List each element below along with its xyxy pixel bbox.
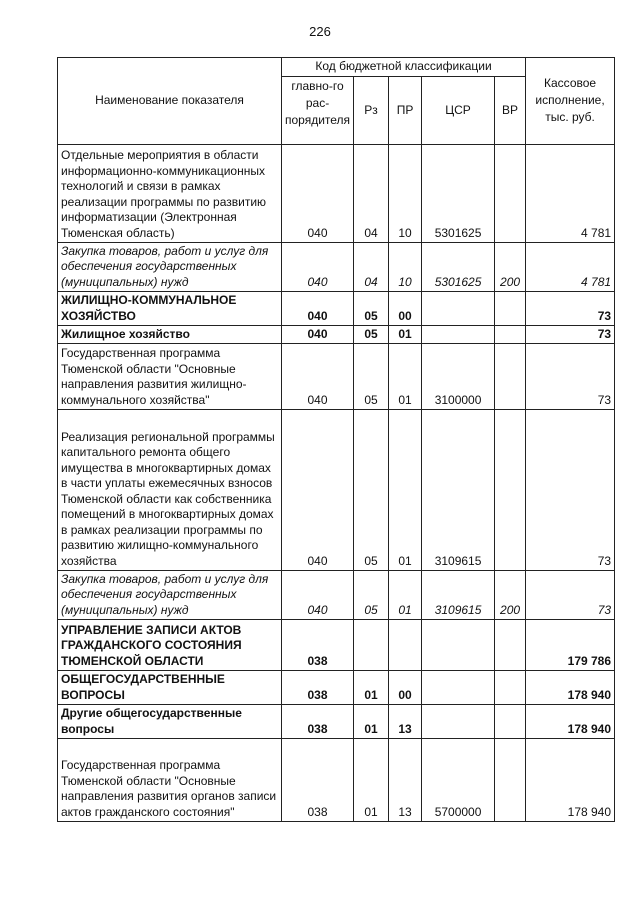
row-amount: 73 xyxy=(526,571,615,620)
row-amount: 178 940 xyxy=(526,705,615,739)
row-name: УПРАВЛЕНИЕ ЗАПИСИ АКТОВ ГРАЖДАНСКОГО СОСТОЯНИЯ ТЮМЕНСКОЙ ОБЛАСТИ xyxy=(58,620,282,671)
row-rz: 04 xyxy=(354,243,389,292)
row-name: Другие общегосударственные вопросы xyxy=(58,705,282,739)
row-pr: 13 xyxy=(389,739,422,822)
row-rz: 04 xyxy=(354,145,389,243)
table-row xyxy=(58,705,615,739)
row-name: Закупка товаров, работ и услуг для обеспечения государственных (муниципальных) нужд xyxy=(58,571,282,620)
row-vr xyxy=(495,620,526,671)
row-pr xyxy=(389,620,422,671)
row-name: Реализация региональной программы капитального ремонта общего имущества в многоквартирных домах в части уплаты ежемесячных взносов Тюменской области как собственника помещений в многоквартирных домах в рамках реализации программы по развитию жилищно-коммунального хозяйства xyxy=(58,410,282,571)
row-grbs: 038 xyxy=(282,620,354,671)
table-row xyxy=(58,410,615,571)
table-row xyxy=(58,292,615,326)
row-grbs: 040 xyxy=(282,410,354,571)
row-amount: 73 xyxy=(526,410,615,571)
row-amount: 178 940 xyxy=(526,671,615,705)
row-vr xyxy=(495,145,526,243)
row-csr: 5700000 xyxy=(422,739,495,822)
row-grbs: 040 xyxy=(282,344,354,410)
row-rz: 05 xyxy=(354,344,389,410)
row-csr xyxy=(422,620,495,671)
header-amount: Кассовое исполнение, тыс. руб. xyxy=(526,58,615,145)
row-vr xyxy=(495,326,526,344)
row-vr xyxy=(495,671,526,705)
table-row xyxy=(58,739,615,822)
table-row xyxy=(58,571,615,620)
row-rz: 01 xyxy=(354,739,389,822)
header-rz: Рз xyxy=(354,77,389,145)
row-vr xyxy=(495,410,526,571)
table-row xyxy=(58,344,615,410)
header-group: Код бюджетной классификации xyxy=(282,58,526,77)
row-name: Отдельные мероприятия в области информационно-коммуникационных технологий и связи в рамках реализации программы по развитию информатизации (Электронная Тюменская область) xyxy=(58,145,282,243)
row-rz xyxy=(354,620,389,671)
table-row xyxy=(58,671,615,705)
row-csr: 5301625 xyxy=(422,145,495,243)
row-pr: 10 xyxy=(389,243,422,292)
row-pr: 00 xyxy=(389,671,422,705)
row-rz: 05 xyxy=(354,326,389,344)
row-name: Государственная программа Тюменской области "Основные направления развития жилищно-коммунального хозяйства" xyxy=(58,344,282,410)
row-pr: 01 xyxy=(389,344,422,410)
header-vr: ВР xyxy=(495,77,526,145)
row-amount: 4 781 xyxy=(526,243,615,292)
page-number: 226 xyxy=(309,24,331,39)
row-grbs: 040 xyxy=(282,292,354,326)
row-grbs: 040 xyxy=(282,571,354,620)
row-amount: 179 786 xyxy=(526,620,615,671)
row-rz: 05 xyxy=(354,571,389,620)
header-name: Наименование показателя xyxy=(58,58,282,145)
row-csr: 5301625 xyxy=(422,243,495,292)
row-grbs: 040 xyxy=(282,326,354,344)
row-csr xyxy=(422,292,495,326)
header-pr: ПР xyxy=(389,77,422,145)
table-row xyxy=(58,326,615,344)
row-grbs: 038 xyxy=(282,671,354,705)
row-name: Закупка товаров, работ и услуг для обеспечения государственных (муниципальных) нужд xyxy=(58,243,282,292)
row-vr xyxy=(495,739,526,822)
row-pr: 01 xyxy=(389,410,422,571)
row-amount: 178 940 xyxy=(526,739,615,822)
row-rz: 01 xyxy=(354,671,389,705)
row-csr: 3109615 xyxy=(422,410,495,571)
row-csr xyxy=(422,705,495,739)
row-amount: 73 xyxy=(526,292,615,326)
row-rz: 05 xyxy=(354,292,389,326)
row-csr: 3109615 xyxy=(422,571,495,620)
row-grbs: 038 xyxy=(282,705,354,739)
row-rz: 01 xyxy=(354,705,389,739)
row-csr xyxy=(422,326,495,344)
header-csr: ЦСР xyxy=(422,77,495,145)
row-csr xyxy=(422,671,495,705)
table-row xyxy=(58,620,615,671)
budget-table xyxy=(57,57,615,822)
row-amount: 4 781 xyxy=(526,145,615,243)
row-name: Жилищное хозяйство xyxy=(58,326,282,344)
row-name: ЖИЛИЩНО-КОММУНАЛЬНОЕ ХОЗЯЙСТВО xyxy=(58,292,282,326)
header-row-1 xyxy=(58,58,615,77)
row-grbs: 040 xyxy=(282,145,354,243)
table-row xyxy=(58,145,615,243)
row-pr: 13 xyxy=(389,705,422,739)
row-amount: 73 xyxy=(526,326,615,344)
header-grbs: главно-го рас-порядителя xyxy=(282,77,354,145)
table-row xyxy=(58,243,615,292)
row-grbs: 038 xyxy=(282,739,354,822)
row-vr: 200 xyxy=(495,243,526,292)
row-csr: 3100000 xyxy=(422,344,495,410)
row-vr xyxy=(495,292,526,326)
row-vr xyxy=(495,344,526,410)
row-name: ОБЩЕГОСУДАРСТВЕННЫЕ ВОПРОСЫ xyxy=(58,671,282,705)
row-rz: 05 xyxy=(354,410,389,571)
row-pr: 01 xyxy=(389,571,422,620)
row-pr: 01 xyxy=(389,326,422,344)
row-amount: 73 xyxy=(526,344,615,410)
row-pr: 10 xyxy=(389,145,422,243)
row-name: Государственная программа Тюменской области "Основные направления развития органов записи актов гражданского состояния" xyxy=(58,739,282,822)
row-vr xyxy=(495,705,526,739)
row-vr: 200 xyxy=(495,571,526,620)
row-pr: 00 xyxy=(389,292,422,326)
row-grbs: 040 xyxy=(282,243,354,292)
